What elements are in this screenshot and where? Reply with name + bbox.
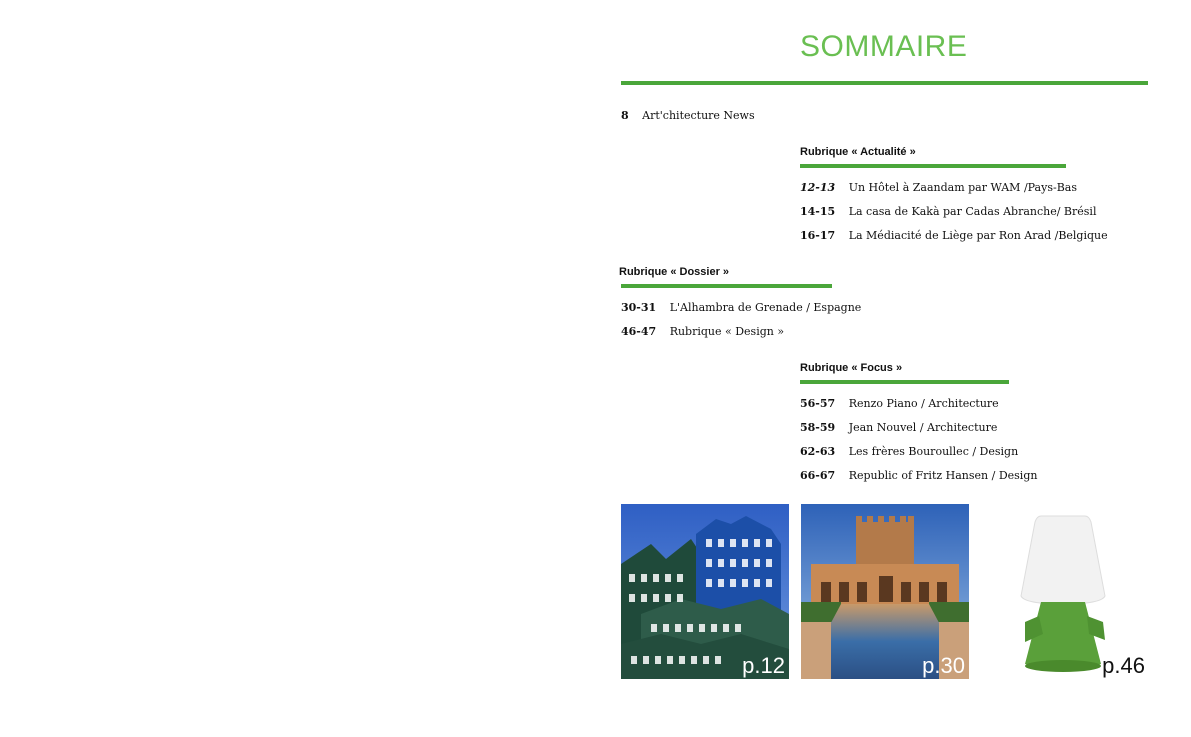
- page-number: 46-47: [621, 325, 657, 338]
- page-number: 12-13: [800, 181, 836, 194]
- entry-title: Republic of Fritz Hansen / Design: [848, 469, 1038, 482]
- entry-title: Rubrique « Design »: [669, 325, 785, 338]
- rubric-dossier-divider: [621, 284, 832, 288]
- page-number: 66-67: [800, 469, 836, 482]
- entry-title: Renzo Piano / Architecture: [848, 397, 999, 410]
- rubric-actualite-title: Rubrique « Actualité »: [800, 146, 916, 158]
- entry-title: La casa de Kakà par Cadas Abranche/ Brésil: [848, 205, 1097, 218]
- entry-title: Jean Nouvel / Architecture: [848, 421, 998, 434]
- page-number: 30-31: [621, 301, 657, 314]
- entry-title: La Médiacité de Liège par Ron Arad /Belgique: [848, 229, 1108, 242]
- page-number: 16-17: [800, 229, 836, 242]
- toc-entry-news[interactable]: [621, 109, 755, 122]
- photo-page-label: p.12: [742, 653, 785, 678]
- hotel-building-photo[interactable]: [621, 504, 789, 679]
- page-number: 58-59: [800, 421, 836, 434]
- toc-entry[interactable]: [800, 205, 1096, 218]
- green-lamp-photo[interactable]: [981, 504, 1149, 679]
- toc-entry[interactable]: [621, 325, 784, 338]
- page-number: 8: [621, 109, 629, 122]
- toc-entry[interactable]: [800, 397, 999, 410]
- toc-entry[interactable]: [800, 181, 1077, 194]
- photo-page-label: p.30: [922, 653, 965, 678]
- rubric-focus-divider: [800, 380, 1009, 384]
- page-number: 56-57: [800, 397, 836, 410]
- toc-entry[interactable]: [800, 229, 1108, 242]
- page-title: SOMMAIRE: [800, 30, 968, 63]
- title-divider: [621, 81, 1148, 85]
- rubric-actualite-divider: [800, 164, 1066, 168]
- entry-title: Art'chitecture News: [642, 109, 755, 122]
- entry-title: Les frères Bouroullec / Design: [848, 445, 1019, 458]
- photo-page-label: p.46: [1102, 653, 1145, 678]
- rubric-focus-title: Rubrique « Focus »: [800, 362, 903, 374]
- page-number: 62-63: [800, 445, 836, 458]
- page-number: 14-15: [800, 205, 836, 218]
- toc-entry[interactable]: [800, 445, 1018, 458]
- toc-entry[interactable]: [800, 421, 997, 434]
- toc-entry[interactable]: [800, 469, 1037, 482]
- toc-entry[interactable]: [621, 301, 861, 314]
- rubric-dossier-title: Rubrique « Dossier »: [619, 266, 730, 278]
- alhambra-photo[interactable]: [801, 504, 969, 679]
- entry-title: Un Hôtel à Zaandam par WAM /Pays-Bas: [848, 181, 1077, 194]
- entry-title: L'Alhambra de Grenade / Espagne: [669, 301, 862, 314]
